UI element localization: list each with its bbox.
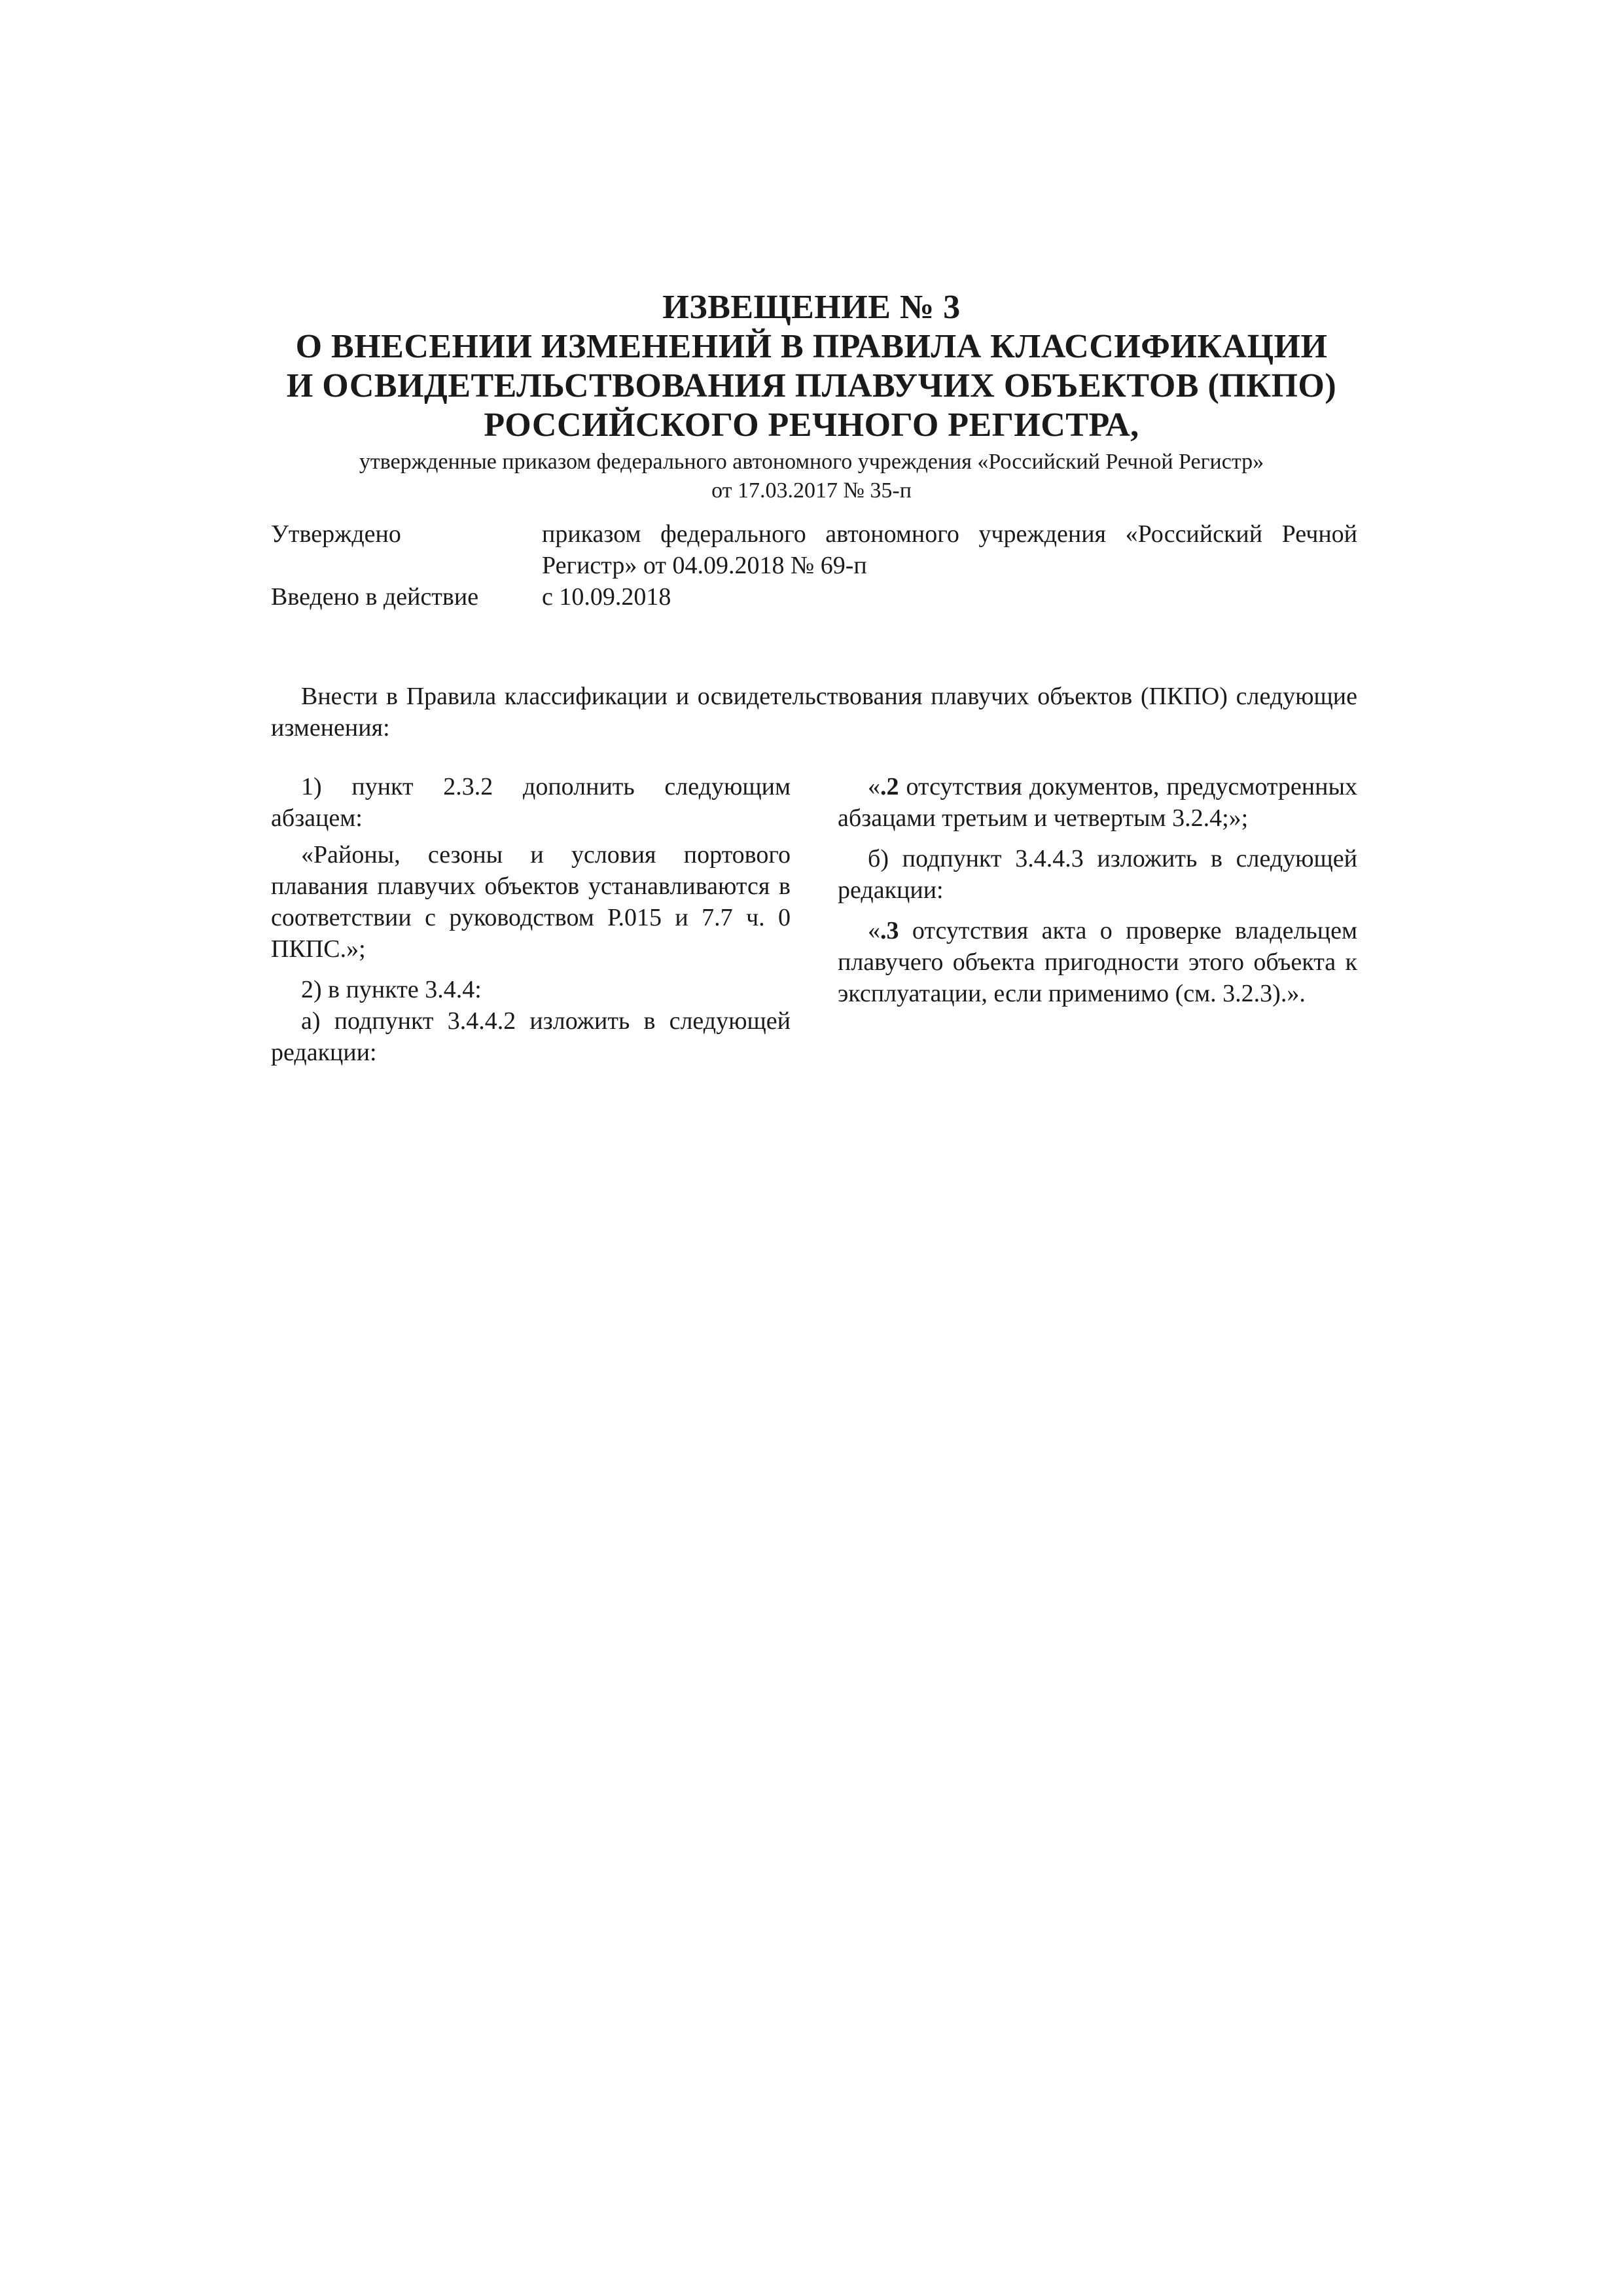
amendment-quote-3 — [838, 915, 1357, 1009]
effective-row — [271, 581, 1357, 613]
subclause-number-3: .3 — [880, 917, 899, 944]
approval-metadata — [271, 518, 1357, 613]
notice-header — [0, 288, 1623, 505]
approved-row — [271, 518, 1357, 581]
effective-label: Введено в действие — [271, 583, 479, 611]
notice-title-line-4: РОССИЙСКОГО РЕЧНОГО РЕГИСТРА, — [484, 406, 1139, 444]
amendment-item-2: 2) в пункте 3.4.4: — [301, 976, 482, 1003]
right-column — [838, 771, 1357, 1018]
subclause-number-2: .2 — [880, 773, 899, 800]
intro-paragraph: Внести в Правила классификации и освидетельствования плавучих объектов (ПКПО) следующие изменения: — [271, 683, 1357, 742]
notice-title-line-2: О ВНЕСЕНИИ ИЗМЕНЕНИЙ В ПРАВИЛА КЛАССИФИКАЦИИ — [295, 328, 1328, 365]
effective-value: с 10.09.2018 — [542, 583, 671, 611]
amendment-quote-2 — [838, 771, 1357, 834]
notice-title: ИЗВЕЩЕНИЕ № 3 — [662, 289, 961, 326]
amendment-item-2a: а) подпункт 3.4.4.2 изложить в следующей редакции: — [271, 1007, 791, 1066]
approved-label: Утверждено — [271, 520, 401, 548]
approved-by-line: утвержденные приказом федерального автономного учреждения «Российский Речной Регистр» — [359, 450, 1264, 474]
amendment-item-1-quote: «Районы, сезоны и условия портового плавания плавучих объектов устанавливаются в соответствии с руководством Р.015 и 7.7 ч. 0 ПКПС.»; — [271, 841, 791, 963]
amendment-item-2b: б) подпункт 3.4.4.3 изложить в следующей редакции: — [838, 845, 1357, 904]
left-column — [271, 771, 791, 1077]
approved-value: приказом федерального автономного учреждения «Российский Речной Регистр» от 04.09.2018 № 69-п — [542, 520, 1357, 579]
notice-title-line-3: И ОСВИДЕТЕЛЬСТВОВАНИЯ ПЛАВУЧИХ ОБЪЕКТОВ (ПКПО) — [286, 367, 1337, 404]
approved-date-line: от 17.03.2017 № 35-п — [711, 478, 912, 503]
quote-open-mark: « — [868, 773, 880, 800]
amendment-item-1: 1) пункт 2.3.2 дополнить следующим абзацем: — [271, 773, 791, 832]
quote-2-text: отсутствия документов, предусмотренных абзацами третьим и четвертым 3.2.4;»; — [838, 773, 1357, 832]
quote-3-text: отсутствия акта о проверке владельцем плавучего объекта пригодности этого объекта к эксплуатации, если применимо (см. 3.2.3).». — [838, 917, 1357, 1007]
quote-open-mark: « — [868, 917, 880, 944]
